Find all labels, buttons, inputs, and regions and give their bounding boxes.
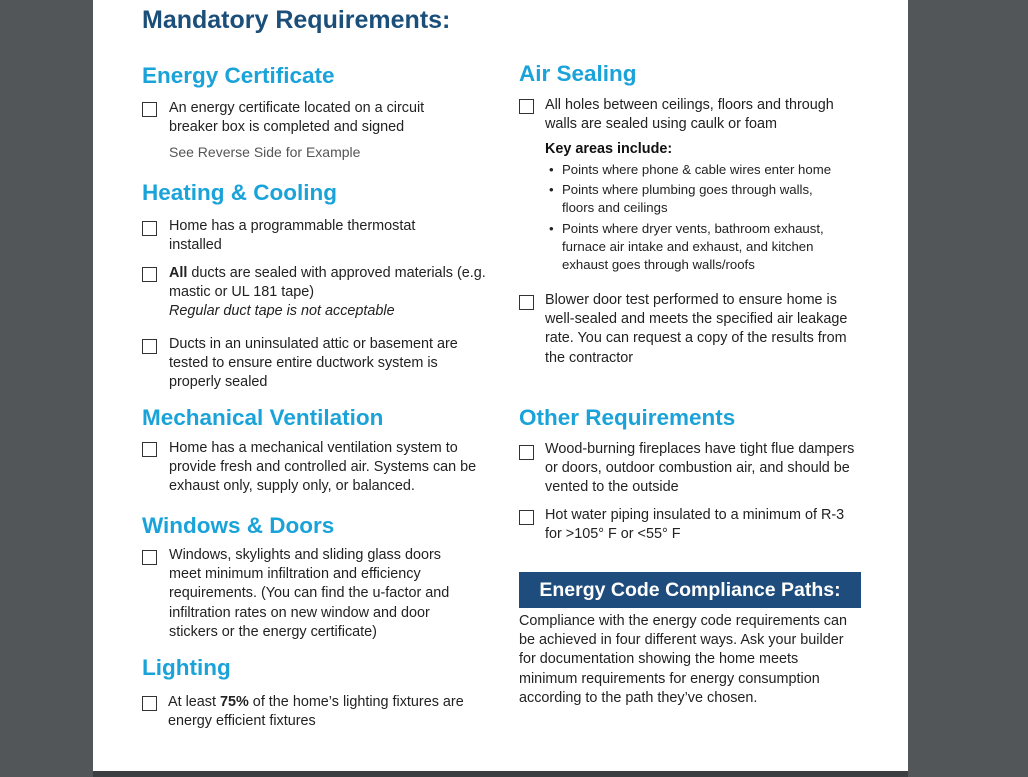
checkbox-ventilation[interactable]	[142, 442, 157, 457]
checkbox-thermostat[interactable]	[142, 221, 157, 236]
section-heading-windows-doors: Windows & Doors	[142, 513, 335, 538]
checkbox-ducts-tested[interactable]	[142, 339, 157, 354]
item-ducts-sealed-bold: All	[169, 265, 188, 281]
checkbox-energy-certificate[interactable]	[142, 102, 157, 117]
compliance-paths-body: Compliance with the energy code requirements can be achieved in four different ways. Ask your builder for documentation showing the home meets minimum requirements for energy consumption according to the path they’ve chosen.	[519, 613, 847, 706]
item-ducts-sealed-text: ducts are sealed with approved materials (e.g. mastic or UL 181 tape)	[169, 265, 486, 301]
item-ducts-sealed	[169, 264, 489, 322]
page-title: Mandatory Requirements:	[142, 6, 451, 34]
item-lighting-text: of the home’s lighting fixtures are energy efficient fixtures	[168, 694, 464, 730]
checkbox-ducts-sealed[interactable]	[142, 267, 157, 282]
see-reverse-note: See Reverse Side for Example	[169, 144, 361, 160]
checkbox-holes-sealed[interactable]	[519, 99, 534, 114]
item-holes-sealed: All holes between ceilings, floors and through walls are sealed using caulk or foam	[545, 97, 834, 133]
item-energy-certificate: An energy certificate located on a circuit breaker box is completed and signed	[169, 100, 425, 136]
item-blower-door: Blower door test performed to ensure home is well-sealed and meets the specified air leakage rate. You can request a copy of the results from the contractor	[545, 292, 848, 366]
section-heading-heating-cooling: Heating & Cooling	[142, 180, 337, 205]
key-area-item: • Points where phone & cable wires enter home	[549, 162, 832, 177]
page-bottom-edge	[93, 771, 908, 777]
key-area-item: • Points where plumbing goes through walls, floors and ceilings	[549, 182, 813, 216]
item-thermostat: Home has a programmable thermostat installed	[169, 218, 416, 254]
checkbox-hot-water[interactable]	[519, 510, 534, 525]
section-heading-mechanical-ventilation: Mechanical Ventilation	[142, 405, 384, 430]
item-fireplaces: Wood-burning fireplaces have tight flue dampers or doors, outdoor combustion air, and should be vented to the outside	[545, 441, 855, 496]
item-lighting-before: At least	[168, 694, 220, 710]
checkbox-fireplaces[interactable]	[519, 445, 534, 460]
key-areas-list	[545, 161, 845, 276]
section-heading-air-sealing: Air Sealing	[519, 61, 637, 86]
item-ducts-tested: Ducts in an uninsulated attic or basement are tested to ensure entire ductwork system is properly sealed	[169, 336, 458, 391]
item-lighting	[168, 693, 488, 731]
section-heading-lighting: Lighting	[142, 655, 231, 680]
document-page	[93, 0, 908, 771]
item-lighting-bold: 75%	[220, 694, 249, 710]
item-ducts-sealed-note: Regular duct tape is not acceptable	[169, 303, 395, 320]
checkbox-blower-door[interactable]	[519, 295, 534, 310]
checkbox-windows[interactable]	[142, 550, 157, 565]
section-heading-energy-certificate: Energy Certificate	[142, 63, 335, 88]
section-heading-other-requirements: Other Requirements	[519, 405, 736, 430]
item-windows: Windows, skylights and sliding glass doors meet minimum infiltration and efficiency requirements. (You can find the u-factor and infiltration rates on new window and door stickers or the energy certificate)	[169, 547, 450, 640]
key-area-item: • Points where dryer vents, bathroom exhaust, furnace air intake and exhaust, and kitchen exhaust goes through walls/roofs	[549, 220, 824, 273]
item-ventilation: Home has a mechanical ventilation system to provide fresh and controlled air. Systems can be exhaust only, supply only, or balanced.	[169, 440, 477, 495]
compliance-paths-banner: Energy Code Compliance Paths:	[519, 572, 861, 608]
item-hot-water: Hot water piping insulated to a minimum of R-3 for >105° F or <55° F	[545, 507, 845, 543]
key-areas-title: Key areas include:	[545, 141, 673, 157]
checkbox-lighting[interactable]	[142, 696, 157, 711]
